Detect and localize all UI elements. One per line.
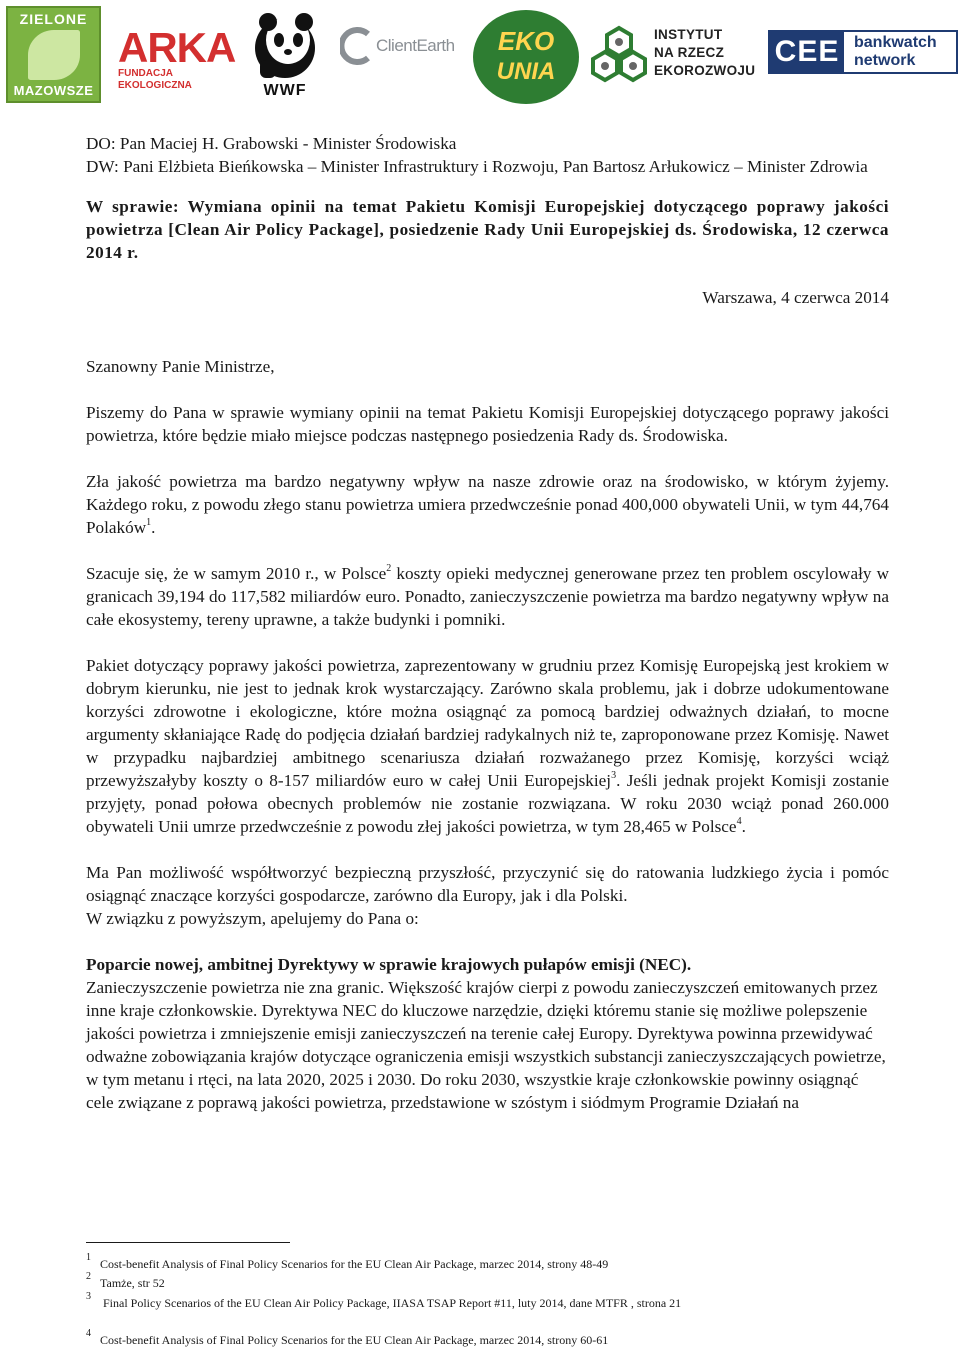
leaf-icon (28, 30, 80, 80)
subject-line: W sprawie: Wymiana opinii na temat Pakietu Komisji Europejskiej dotyczącego poprawy jakości powietrza [Clean Air Policy Package], posiedzenie Rady Unii Europejskiej ds. Środowiska, 12 czerwca 2014 r. (86, 197, 889, 262)
footnote-text: Final Policy Scenarios of the EU Clean Air Policy Package, IIASA TSAP Report #11, luty 2014, dane MTFR , strona 21 (103, 1296, 682, 1310)
footnote-text: Tamże, str 52 (100, 1276, 165, 1290)
instytut-logo-line3: EKOROZWOJU (654, 63, 756, 78)
hexagon-cluster-icon (588, 24, 650, 86)
paragraph-intro: Piszemy do Pana w sprawie wymiany opinii na temat Pakietu Komisji Europejskiej dotyczącego poprawy jakości powietrza, które będzie miało miejsce podczas następnego posiedzenia Rady ds. Środowiska. (86, 403, 889, 445)
footnote-ref-4[interactable]: 4 (736, 816, 742, 827)
footnote-number: 1 (86, 1252, 91, 1263)
footnote-number: 4 (86, 1328, 91, 1339)
cee-logo-line1: bankwatch (854, 34, 937, 51)
clientearth-mark-icon (340, 26, 374, 66)
arka-logo-subtitle: FUNDACJA EKOLOGICZNA (118, 68, 192, 91)
footnote-text: Cost-benefit Analysis of Final Policy Scenarios for the EU Clean Air Package, marzec 2014, strony 48-49 (100, 1257, 609, 1271)
footnote-number: 2 (86, 1271, 91, 1282)
logo-band (0, 0, 960, 110)
instytut-ekorozwoju-logo (588, 24, 758, 88)
arka-logo-name: ARKA (118, 24, 236, 71)
nec-body: Zanieczyszczenie powietrza nie zna granic. Większość krajów cierpi z powodu zanieczyszczeń emitowanych przez inne kraje członkowskie. Dyrektywa NEC do kluczowe narzędzie, dzięki któremu stanie się możliwe polepszenie jakości powietrza i zmniejszenie emisji zanieczyszczeń na terenie całej Europy. Dyrektywa powinna przewidywać odważne zobowiązania krajów dotyczące ograniczenia emisji wszystkich substancji zanieczyszczających powietrze, w tym metanu i rtęci, na lata 2020, 2025 i 2030. Do roku 2030, wszystkie kraje członkowskie powinny osiągnąć cele związane z poprawą jakości powietrza, przedstawione w szóstym i siódmym Programie Działań na (86, 978, 886, 1112)
wwf-logo-name: WWF (263, 82, 307, 99)
footnote-ref-3[interactable]: 3 (611, 770, 617, 781)
ekounia-logo-line1: EKO (497, 26, 555, 56)
instytut-logo-line1: INSTYTUT (654, 27, 723, 42)
arka-logo (118, 24, 236, 91)
footnote-number: 3 (86, 1291, 91, 1302)
cc-line: DW: Pani Elżbieta Bieńkowska – Minister Infrastruktury i Rozwoju, Pan Bartosz Arłukowicz – Minister Zdrowia (86, 157, 868, 176)
zielone-logo-line1: ZIELONE (19, 11, 88, 27)
wwf-logo (248, 10, 322, 100)
instytut-logo-line2: NA RZECZ (654, 45, 725, 60)
greeting: Szanowny Panie Ministrze, (86, 357, 275, 376)
footnote-ref-1[interactable]: 1 (146, 517, 152, 528)
letter-body (86, 132, 889, 1114)
paragraph-package-assessment: Pakiet dotyczący poprawy jakości powietrza, zaprezentowany w grudniu przez Komisję Europejską jest krokiem w dobrym kierunku, nie jest to jednak krok wystarczający. Zarówno skala problemu, jak i dobrze udokumentowane korzyści zdrowotne i ekologiczne, które można osiągnąć za pomocą bardziej odważnych działań, to mocne argumenty skłaniające Radę do podjęcia działań bardziej radykalnych niż te, zaproponowane przez Komisję. Nawet w przypadku najbardziej ambitnego scenariusza działań rozważanego przez Komisję, korzyści wciąż przewyższałyby koszty o 8-157 miliardów euro w całej Unii Europejskiej$^3$. Jeśli jednak projekt Komisji zostanie przyjęty, ponad połowa obecnych problemów nie zostanie rozwiązana. W roku 2030 wciąż ponad 260.000 obywateli Unii umrze przedwcześnie z powodu złej jakości powietrza, w tym 28,465 w Polsce$^4$. (86, 656, 889, 836)
footnote-text: Cost-benefit Analysis of Final Policy Scenarios for the EU Clean Air Package, marzec 2014, strony 60-61 (100, 1333, 609, 1347)
nec-heading: Poparcie nowej, ambitnej Dyrektywy w sprawie krajowych pułapów emisji (NEC). (86, 955, 692, 974)
footnote-divider (86, 1242, 290, 1243)
cee-logo-line2: network (854, 52, 916, 69)
footnote-ref-2[interactable]: 2 (386, 563, 392, 574)
paragraph-costs: Szacuje się, że w samym 2010 r., w Polsce$^2$ koszty opieki medycznej generowane przez ten problem oscylowały w granicach 39,194 do 117,582 miliardów euro. Ponadto, zanieczyszczenie powietrza ma bardzo negatywny wpływ na całe ekosystemy, tereny uprawne, a także budynki i pomniki. (86, 563, 889, 629)
date-line: Warszawa, 4 czerwca 2014 (702, 288, 889, 307)
clientearth-logo (340, 26, 465, 70)
ekounia-logo (473, 10, 579, 104)
paragraph-health-impact: Zła jakość powietrza ma bardzo negatywny wpływ na nasze zdrowie oraz na środowisko, w którym żyjemy. Każdego roku, z powodu złego stanu powietrza umiera przedwcześnie ponad 400,000 obywateli Unii, w tym 44,764 Polaków$^1$. (86, 472, 889, 537)
cee-bankwatch-logo (768, 30, 958, 74)
zielone-logo-line2: MAZOWSZE (13, 83, 94, 98)
clientearth-logo-name: ClientEarth (376, 36, 455, 55)
zielone-mazowsze-logo (6, 6, 101, 103)
cee-logo-abbr: CEE (770, 32, 844, 72)
addressee-line: DO: Pan Maciej H. Grabowski - Minister Środowiska (86, 134, 457, 153)
paragraph-opportunity: Ma Pan możliwość współtworzyć bezpieczną przyszłość, przyczynić się do ratowania ludzkiego życia i pomóc osiągnąć znaczące korzyści gospodarcze, zarówno dla Europy, jak i dla Polski. (86, 863, 889, 905)
panda-icon (248, 10, 322, 80)
ekounia-logo-line2: UNIA (496, 58, 556, 85)
paragraph-appeal-intro: W związku z powyższym, apelujemy do Pana o: (86, 909, 419, 928)
